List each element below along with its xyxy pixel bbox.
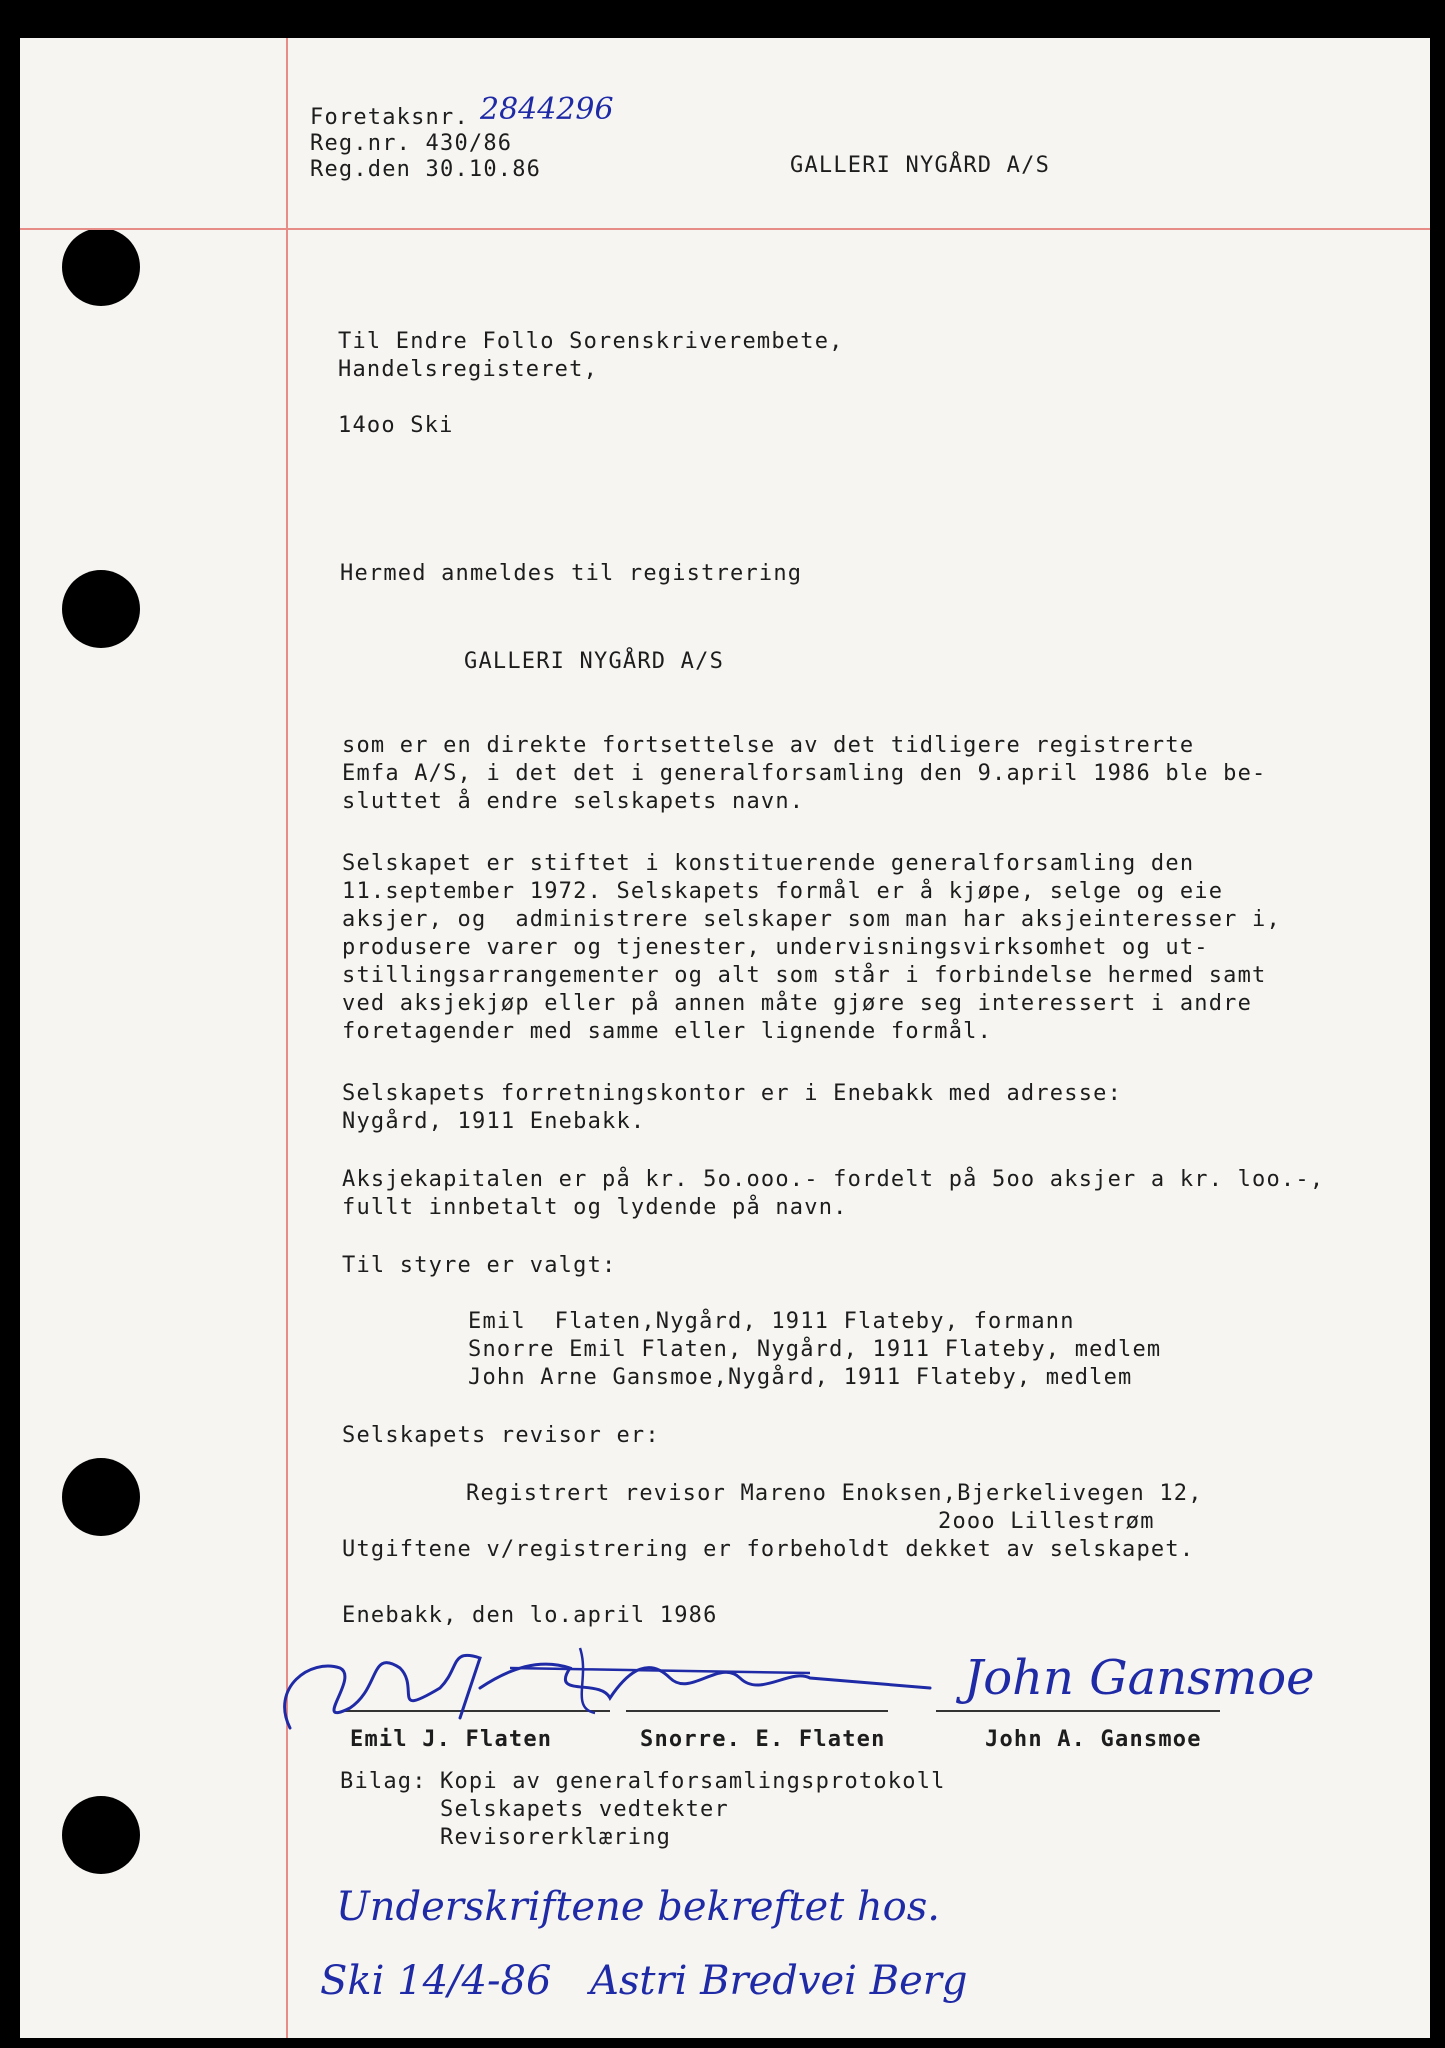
address-line: 14oo Ski [338, 413, 454, 438]
paragraph-line: Nygård, 1911 Enebakk. [342, 1109, 646, 1134]
paragraph-line: som er en direkte fortsettelse av det tidligere registrerte [342, 733, 1195, 758]
signatory-name: Snorre. E. Flaten [640, 1727, 886, 1752]
punch-hole [62, 1796, 140, 1874]
paragraph-line: Emfa A/S, i det det i generalforsamling den 9.april 1986 ble be- [342, 761, 1267, 786]
signature-line [936, 1710, 1220, 1712]
date-place: Enebakk, den lo.april 1986 [342, 1603, 718, 1628]
handwritten-note: Underskriftene bekreftet hos. [336, 1884, 940, 1930]
address-line: Til Endre Follo Sorenskriverembete, [338, 329, 844, 354]
paragraph-line: Aksjekapitalen er på kr. 5o.ooo.- fordelt på 5oo aksjer a kr. loo.-, [342, 1167, 1325, 1192]
foretaksnr-label: Foretaksnr. [310, 105, 469, 130]
attachments-label: Bilag: [340, 1769, 427, 1794]
paragraph-line: fullt innbetalt og lydende på navn. [342, 1195, 848, 1220]
paragraph-line: ved aksjekjøp eller på annen måte gjøre seg interessert i andre [342, 991, 1253, 1016]
signatory-name: Emil J. Flaten [350, 1727, 553, 1752]
punch-hole [62, 228, 140, 306]
paragraph-line: aksjer, og administrere selskaper som man har aksjeinteresser i, [342, 907, 1281, 932]
paragraph-line: sluttet å endre selskapets navn. [342, 789, 805, 814]
address-line: Handelsregisteret, [338, 357, 599, 382]
attachment-item: Selskapets vedtekter [440, 1797, 729, 1822]
paragraph-line: foretagender med samme eller lignende formål. [342, 1019, 993, 1044]
punch-hole [62, 570, 140, 648]
board-label: Til styre er valgt: [342, 1253, 617, 1278]
reg-den: Reg.den 30.10.86 [310, 157, 542, 182]
auditor-label: Selskapets revisor er: [342, 1423, 660, 1448]
paragraph-line: Selskapet er stiftet i konstituerende generalforsamling den [342, 851, 1195, 876]
intro-text: Hermed anmeldes til registrering [340, 561, 803, 586]
attachment-item: Kopi av generalforsamlingsprotokoll [440, 1769, 946, 1794]
margin-line-horizontal [20, 228, 1430, 230]
board-member: Snorre Emil Flaten, Nygård, 1911 Flateby, medlem [468, 1337, 1162, 1362]
paragraph-line: produsere varer og tjenester, undervisningsvirksomhet og ut- [342, 935, 1209, 960]
header-company: GALLERI NYGÅRD A/S [790, 153, 1051, 178]
handwritten-date: Ski 14/4-86 [320, 1958, 552, 2004]
board-member: Emil Flaten,Nygård, 1911 Flateby, formann [468, 1309, 1075, 1334]
reg-nr: Reg.nr. 430/86 [310, 131, 513, 156]
auditor-line: 2ooo Lillestrøm [938, 1509, 1155, 1534]
paragraph-line: stillingsarrangementer og alt som står i forbindelse hermed samt [342, 963, 1267, 988]
signatory-name: John A. Gansmoe [985, 1727, 1202, 1752]
board-member: John Arne Gansmoe,Nygård, 1911 Flateby, medlem [468, 1365, 1133, 1390]
auditor-line: Registrert revisor Mareno Enoksen,Bjerkelivegen 12, [466, 1481, 1203, 1506]
paragraph-line: 11.september 1972. Selskapets formål er å kjøpe, selge og eie [342, 879, 1224, 904]
registered-company: GALLERI NYGÅRD A/S [464, 649, 725, 674]
handwritten-signature: Astri Bredvei Berg [590, 1958, 968, 2004]
attachment-item: Revisorerklæring [440, 1825, 672, 1850]
paragraph-line: Selskapets forretningskontor er i Enebakk med adresse: [342, 1081, 1123, 1106]
costs-text: Utgiftene v/registrering er forbeholdt dekket av selskapet. [342, 1537, 1195, 1562]
signature-john-gansmoe: John Gansmoe [964, 1650, 1315, 1706]
punch-hole [62, 1458, 140, 1536]
document-page [20, 38, 1430, 2038]
foretaksnr-value: 2844296 [480, 92, 614, 127]
